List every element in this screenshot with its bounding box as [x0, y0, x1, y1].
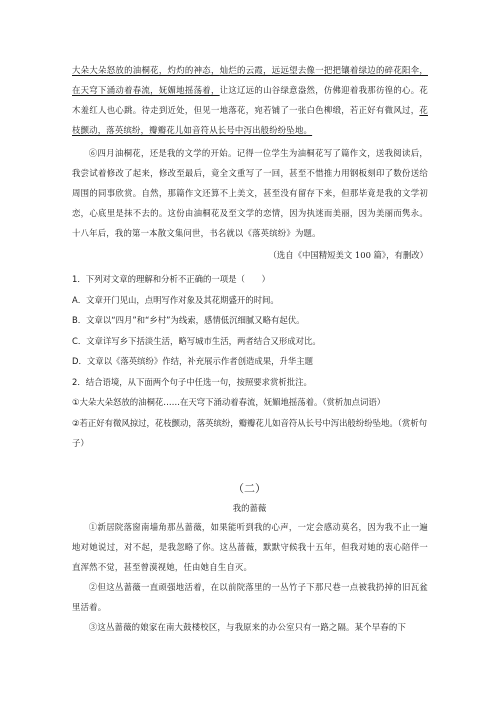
paragraph-1: ①新居院落窗南墙角那丛蔷薇，如果能听到我的心声，一定会感动莫名，因为我不止一遍地对她说过，对不起，是我忽略了你。这丛蔷薇，默默守候我十五年，但我对她的衷心陪伴一直浑然不觉，甚至曾漠视她，任由她自生自灭。 [72, 522, 428, 572]
passage-two [72, 517, 428, 637]
paragraph-3: ③这丛蔷薇的娘家在南大鼓楼校区，与我原来的办公室只有一路之隔。某个早春的下 [88, 622, 407, 632]
underlined-sentence-c: 花枝颤动，落英缤纷，瓣瓣花儿如音符从长号中泻出般纷纷坠地。 [72, 105, 428, 135]
passage-one [72, 60, 428, 454]
underlined-sentence-b: 在天穹下涌动着春流，妩媚地摇荡着， [72, 85, 220, 95]
option-b: B．文章以“四月”和“乡村”为线索，感情低沉细腻又略有起伏。 [72, 315, 305, 325]
passage-opening-line3: 花木羞红人也心跳。待走到近处，但见一地落花，宛若铺了一张白色柳缎，若正好有微风过， [72, 85, 428, 115]
underlined-sentence-a: 大朵大朵怒放的油桐花，灼灼的神态， [72, 65, 220, 75]
passage-opening [72, 60, 428, 140]
question-1: 1．下列对文章的理解和分析不正确的一项是（ ） [72, 274, 270, 284]
option-c: C．文章详写乡下括淡生活，略写城市生活，两者结合又形成对比。 [72, 335, 321, 346]
question-2: 2．结合语境，从下面两个句子中任选一句，按照要求赏析批注。 [72, 376, 312, 387]
sentence-option-2: ②若正好有微风掠过，花枝颤动，落英缤纷，瓣瓣花儿如音符从长号中泻出般纷纷坠地。（赏析句子） [72, 417, 428, 448]
paragraph-6: ⑥四月油桐花，还是我的文学的开始。记得一位学生为油桐花写了篇作文，送我阅读后，我尝试着修改了起来，修改至最后，竟全文重写了一回，甚至不惜推力用钢板刻印了数份送给周围的同事欣赏。自然，那篇作文还算不上美文，甚至没有留存下来，但那毕竟是我的文学初恋，心底里是抹不去的。这份由油桐花及至文学的恋情，因为执迷而美丽，因为美丽而隽永。十八年后，我的第一本散文集问世，书名就以《落英缤纷》为题。 [72, 148, 428, 238]
sentence-option-1: ①大朵大朵怒放的油桐花……在天穹下涌动着春流，妩媚地摇荡着。（赏析加点词语） [72, 397, 386, 407]
passage-opening-rest: 让这辽远的山谷绿意盎然，仿佛迎着我那彷徨的心。 [219, 85, 420, 95]
option-a: A．文章开门见山，点明写作对象及其花期盛开的时间。 [72, 294, 279, 305]
section-title: （二） [233, 482, 266, 495]
article-title: 我的蔷薇 [232, 503, 267, 513]
underlined-sentence-a-cont: 灿烂的云霞，远远望去像一把把镶着绿边的碎花阳伞， [219, 65, 428, 75]
source-note: （选自《中国精短美文 100 篇》，有删改） [268, 250, 428, 260]
option-d: D．文章以《落英缤纷》作结，补充展示作者创造成果，升华主题 [72, 356, 313, 366]
paragraph-2: ②但这丛蔷薇一直顽强地活着，在以前院落里的一丛竹子下那尺巷一点被我扔掉的旧瓦盆里活着。 [72, 582, 428, 612]
